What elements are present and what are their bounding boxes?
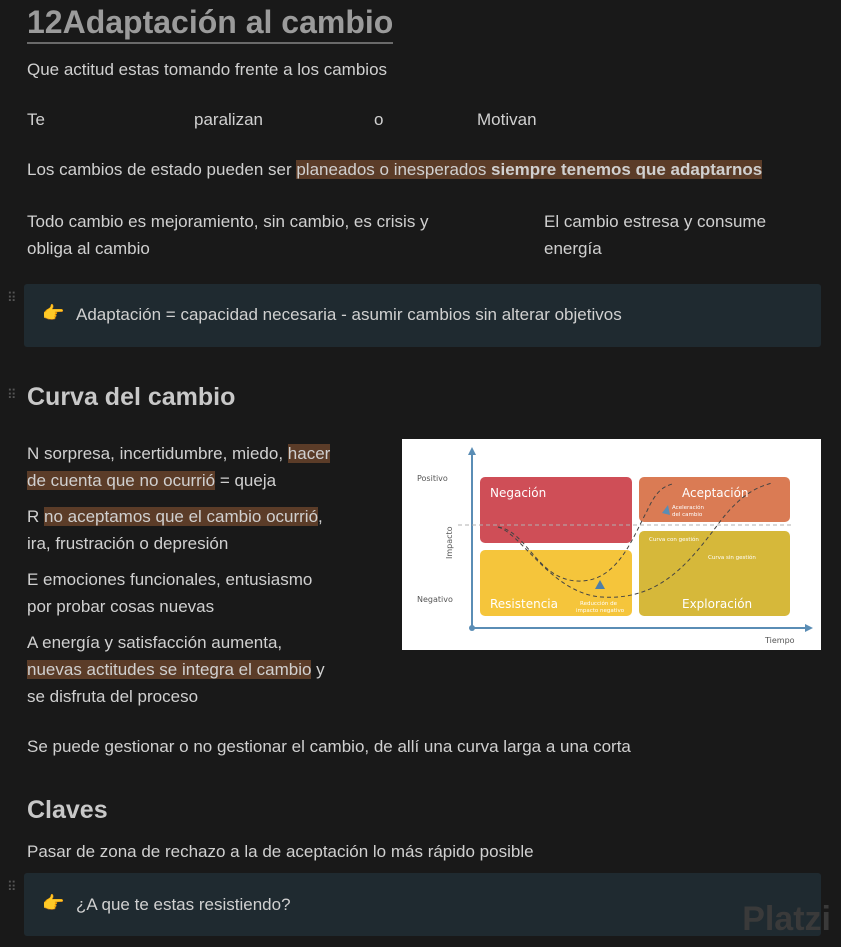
curva-list: [27, 440, 387, 710]
row-o: o: [374, 110, 384, 129]
y-axis-label: Impacto: [445, 526, 454, 559]
curva-r1a: R: [27, 507, 44, 526]
x-axis-arrow-icon: [805, 624, 813, 632]
column-left: [27, 208, 429, 262]
change-curve-diagram: [402, 439, 821, 650]
changes-highlight: [296, 160, 762, 179]
drag-handle-icon[interactable]: ⠿: [7, 290, 15, 305]
quadrant-aceptacion-label: Aceptación: [682, 486, 749, 500]
heading-curva: Curva del cambio: [27, 383, 236, 411]
annotation-reduccion-2: impacto negativo: [576, 608, 625, 614]
quadrant-exploracion-label: Exploración: [682, 597, 753, 611]
change-curve-svg: [402, 439, 821, 650]
annotation-reduccion-1: Reducción de: [580, 601, 617, 607]
curva-r1c: ,: [318, 507, 323, 526]
curva-n2a: de cuenta que no ocurrió: [27, 471, 216, 490]
curva-a-line1: A energía y satisfacción aumenta,: [27, 633, 283, 652]
drag-handle-icon[interactable]: ⠿: [7, 879, 15, 894]
column-right: [544, 208, 766, 262]
pointing-hand-icon: 👉: [42, 893, 65, 913]
column-right-line2: energía: [544, 239, 602, 258]
row-paralizan: paralizan: [194, 110, 263, 129]
column-left-line1: Todo cambio es mejoramiento, sin cambio, es crisis y: [27, 212, 429, 231]
curva-r-line1: [27, 503, 387, 530]
curva-n-line1: [27, 440, 387, 467]
callout-resistiendo-text: ¿A que te estas resistiendo?: [76, 895, 291, 914]
curva-e-line1: E emociones funcionales, entusiasmo: [27, 570, 313, 589]
curva-r-line2: ira, frustración o depresión: [27, 534, 229, 553]
platzi-watermark: Platzi: [742, 900, 831, 938]
curva-a-line3: se disfruta del proceso: [27, 687, 199, 706]
column-left-line2: obliga al cambio: [27, 239, 150, 258]
curva-n1a: N sorpresa, incertidumbre, miedo,: [27, 444, 288, 463]
annotation-aceleracion-2: del cambio: [672, 512, 703, 518]
curva-e-line2: por probar cosas nuevas: [27, 597, 215, 616]
page-title: 12Adaptación al cambio: [27, 2, 393, 44]
curva-a2a: nuevas actitudes se integra el cambio: [27, 660, 312, 679]
quadrant-resistencia-label: Resistencia: [490, 597, 558, 611]
row-te: Te: [27, 110, 45, 129]
axis-origin: [469, 625, 475, 631]
curva-n2b: = queja: [215, 471, 277, 490]
claves-text: Pasar de zona de rechazo a la de aceptación lo más rápido posible: [27, 842, 534, 861]
annotation-curva-con-gestion: Curva con gestión: [649, 537, 699, 543]
curva-n1b: hacer: [287, 444, 331, 463]
intro-text: Que actitud estas tomando frente a los cambios: [27, 60, 388, 79]
y-axis-arrow-icon: [468, 447, 476, 455]
annotation-aceleracion-1: Aceleración: [672, 505, 705, 511]
row-motivan: Motivan: [477, 110, 537, 129]
changes-pre: Los cambios de estado pueden ser: [27, 160, 297, 179]
callout-adaptacion-text: Adaptación = capacidad necesaria - asumir cambios sin alterar objetivos: [76, 305, 622, 324]
changes-hl1: planeados o inesperados: [296, 160, 492, 179]
x-axis-label: Tiempo: [765, 636, 795, 645]
heading-claves: Claves: [27, 796, 108, 824]
callout-resistiendo: [24, 873, 821, 936]
callout-adaptacion: [24, 284, 821, 347]
curva-a-line2: [27, 656, 387, 683]
drag-handle-icon[interactable]: ⠿: [7, 387, 15, 402]
column-right-line1: El cambio estresa y consume: [544, 212, 767, 231]
y-top-label: Positivo: [417, 474, 448, 483]
quadrant-negacion-label: Negación: [490, 486, 547, 500]
curva-r1b: no aceptamos que el cambio ocurrió: [44, 507, 319, 526]
pointing-hand-icon: 👉: [42, 303, 65, 323]
curva-n-line2: [27, 467, 387, 494]
curva-a2b: y: [311, 660, 325, 679]
changes-hl2: siempre tenemos que adaptarnos: [491, 160, 763, 179]
annotation-curva-sin-gestion: Curva sin gestión: [708, 555, 756, 561]
gestion-text: Se puede gestionar o no gestionar el cambio, de allí una curva larga a una corta: [27, 737, 631, 756]
changes-paragraph: [27, 156, 762, 183]
y-bottom-label: Negativo: [417, 595, 453, 604]
